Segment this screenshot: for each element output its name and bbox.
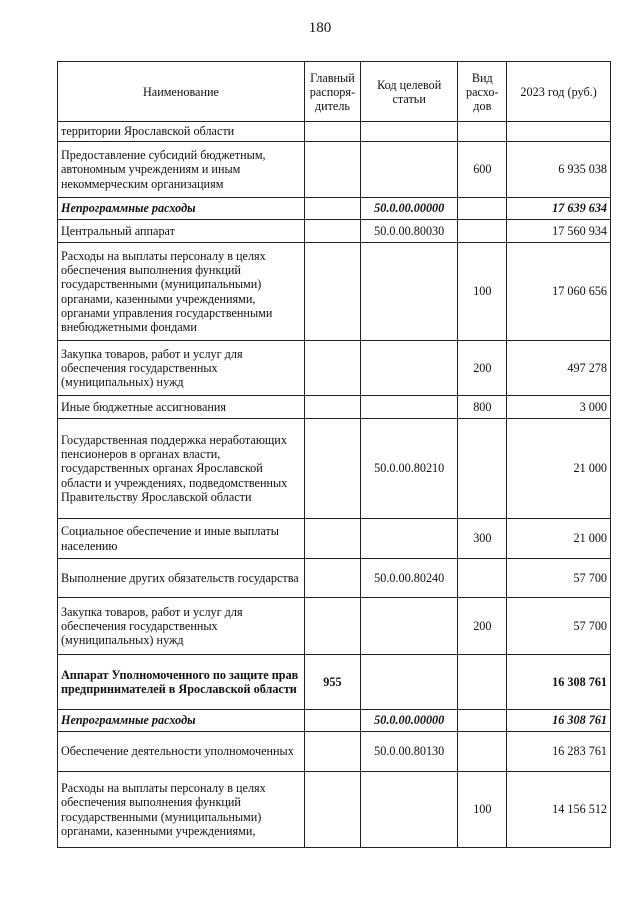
row-admin [304, 220, 360, 243]
row-code [360, 396, 458, 419]
row-name: Закупка товаров, работ и услуг для обеспечения государственных (муниципальных) нужд [58, 341, 305, 396]
row-kind: 100 [458, 243, 507, 341]
row-kind: 200 [458, 341, 507, 396]
column-header-name: Наименование [58, 62, 305, 122]
row-name: Иные бюджетные ассигнования [58, 396, 305, 419]
row-code: 50.0.00.00000 [360, 198, 458, 220]
row-kind: 800 [458, 396, 507, 419]
row-code [360, 243, 458, 341]
row-name: Непрограммные расходы [58, 198, 305, 220]
row-sum: 497 278 [507, 341, 611, 396]
table-row [58, 122, 611, 142]
row-sum [507, 122, 611, 142]
row-admin [304, 732, 360, 772]
row-kind [458, 220, 507, 243]
row-kind [458, 732, 507, 772]
column-header-code: Код целевой статьи [360, 62, 458, 122]
row-name: Расходы на выплаты персоналу в целях обеспечения выполнения функций государственными (муниципальными) органами, казенными учреждениями, [58, 772, 305, 848]
table-row [58, 732, 611, 772]
row-admin [304, 243, 360, 341]
row-sum: 16 283 761 [507, 732, 611, 772]
row-name: Социальное обеспечение и иные выплаты населению [58, 519, 305, 559]
table-row [58, 341, 611, 396]
table-row [58, 710, 611, 732]
row-kind [458, 122, 507, 142]
row-kind: 100 [458, 772, 507, 848]
table-row [58, 220, 611, 243]
row-admin [304, 559, 360, 598]
row-kind [458, 710, 507, 732]
row-admin: 955 [304, 655, 360, 710]
row-kind [458, 198, 507, 220]
row-name: Обеспечение деятельности уполномоченных [58, 732, 305, 772]
row-kind [458, 419, 507, 519]
table-row [58, 419, 611, 519]
row-sum: 6 935 038 [507, 142, 611, 198]
row-kind [458, 655, 507, 710]
row-code: 50.0.00.80130 [360, 732, 458, 772]
row-admin [304, 341, 360, 396]
table-header-row [58, 62, 611, 122]
row-sum: 17 560 934 [507, 220, 611, 243]
row-sum: 14 156 512 [507, 772, 611, 848]
row-name: Закупка товаров, работ и услуг для обеспечения государственных (муниципальных) нужд [58, 598, 305, 655]
page-number: 180 [308, 20, 332, 36]
row-sum: 17 639 634 [507, 198, 611, 220]
row-code [360, 772, 458, 848]
row-code [360, 341, 458, 396]
row-admin [304, 122, 360, 142]
row-name: Центральный аппарат [58, 220, 305, 243]
row-sum: 3 000 [507, 396, 611, 419]
row-code [360, 142, 458, 198]
row-code [360, 122, 458, 142]
column-header-kind: Вид расхо-дов [458, 62, 507, 122]
row-code: 50.0.00.80030 [360, 220, 458, 243]
row-sum: 21 000 [507, 519, 611, 559]
row-kind [458, 559, 507, 598]
row-code [360, 598, 458, 655]
row-admin [304, 396, 360, 419]
row-name: территории Ярославской области [58, 122, 305, 142]
table-row [58, 598, 611, 655]
row-name: Предоставление субсидий бюджетным, автономным учреждениям и иным некоммерческим организациям [58, 142, 305, 198]
table-row [58, 655, 611, 710]
row-sum: 57 700 [507, 559, 611, 598]
row-name: Аппарат Уполномоченного по защите прав предпринимателей в Ярославской области [58, 655, 305, 710]
row-code: 50.0.00.80240 [360, 559, 458, 598]
table-row [58, 198, 611, 220]
row-sum: 16 308 761 [507, 710, 611, 732]
column-header-sum: 2023 год (руб.) [507, 62, 611, 122]
budget-table [57, 61, 611, 848]
row-name: Расходы на выплаты персоналу в целях обеспечения выполнения функций государственными (муниципальными) органами, казенными учреждениями, органами управления государственными внебюджетными фондами [58, 243, 305, 341]
table-row [58, 396, 611, 419]
row-name: Непрограммные расходы [58, 710, 305, 732]
table-row [58, 142, 611, 198]
row-admin [304, 419, 360, 519]
row-admin [304, 598, 360, 655]
row-kind: 200 [458, 598, 507, 655]
column-header-admin: Главный распоря-дитель [304, 62, 360, 122]
row-name: Государственная поддержка неработающих пенсионеров в органах власти, государственных органах Ярославской области и учреждениях, подведомственных Правительству Ярославской области [58, 419, 305, 519]
row-admin [304, 710, 360, 732]
row-kind: 600 [458, 142, 507, 198]
row-code: 50.0.00.00000 [360, 710, 458, 732]
row-sum: 21 000 [507, 419, 611, 519]
row-admin [304, 772, 360, 848]
row-sum: 16 308 761 [507, 655, 611, 710]
row-kind: 300 [458, 519, 507, 559]
table-row [58, 519, 611, 559]
table-row [58, 559, 611, 598]
row-code [360, 519, 458, 559]
table-row [58, 772, 611, 848]
row-admin [304, 198, 360, 220]
row-sum: 57 700 [507, 598, 611, 655]
row-admin [304, 142, 360, 198]
table-row [58, 243, 611, 341]
row-code: 50.0.00.80210 [360, 419, 458, 519]
row-admin [304, 519, 360, 559]
row-sum: 17 060 656 [507, 243, 611, 341]
row-name: Выполнение других обязательств государства [58, 559, 305, 598]
row-code [360, 655, 458, 710]
